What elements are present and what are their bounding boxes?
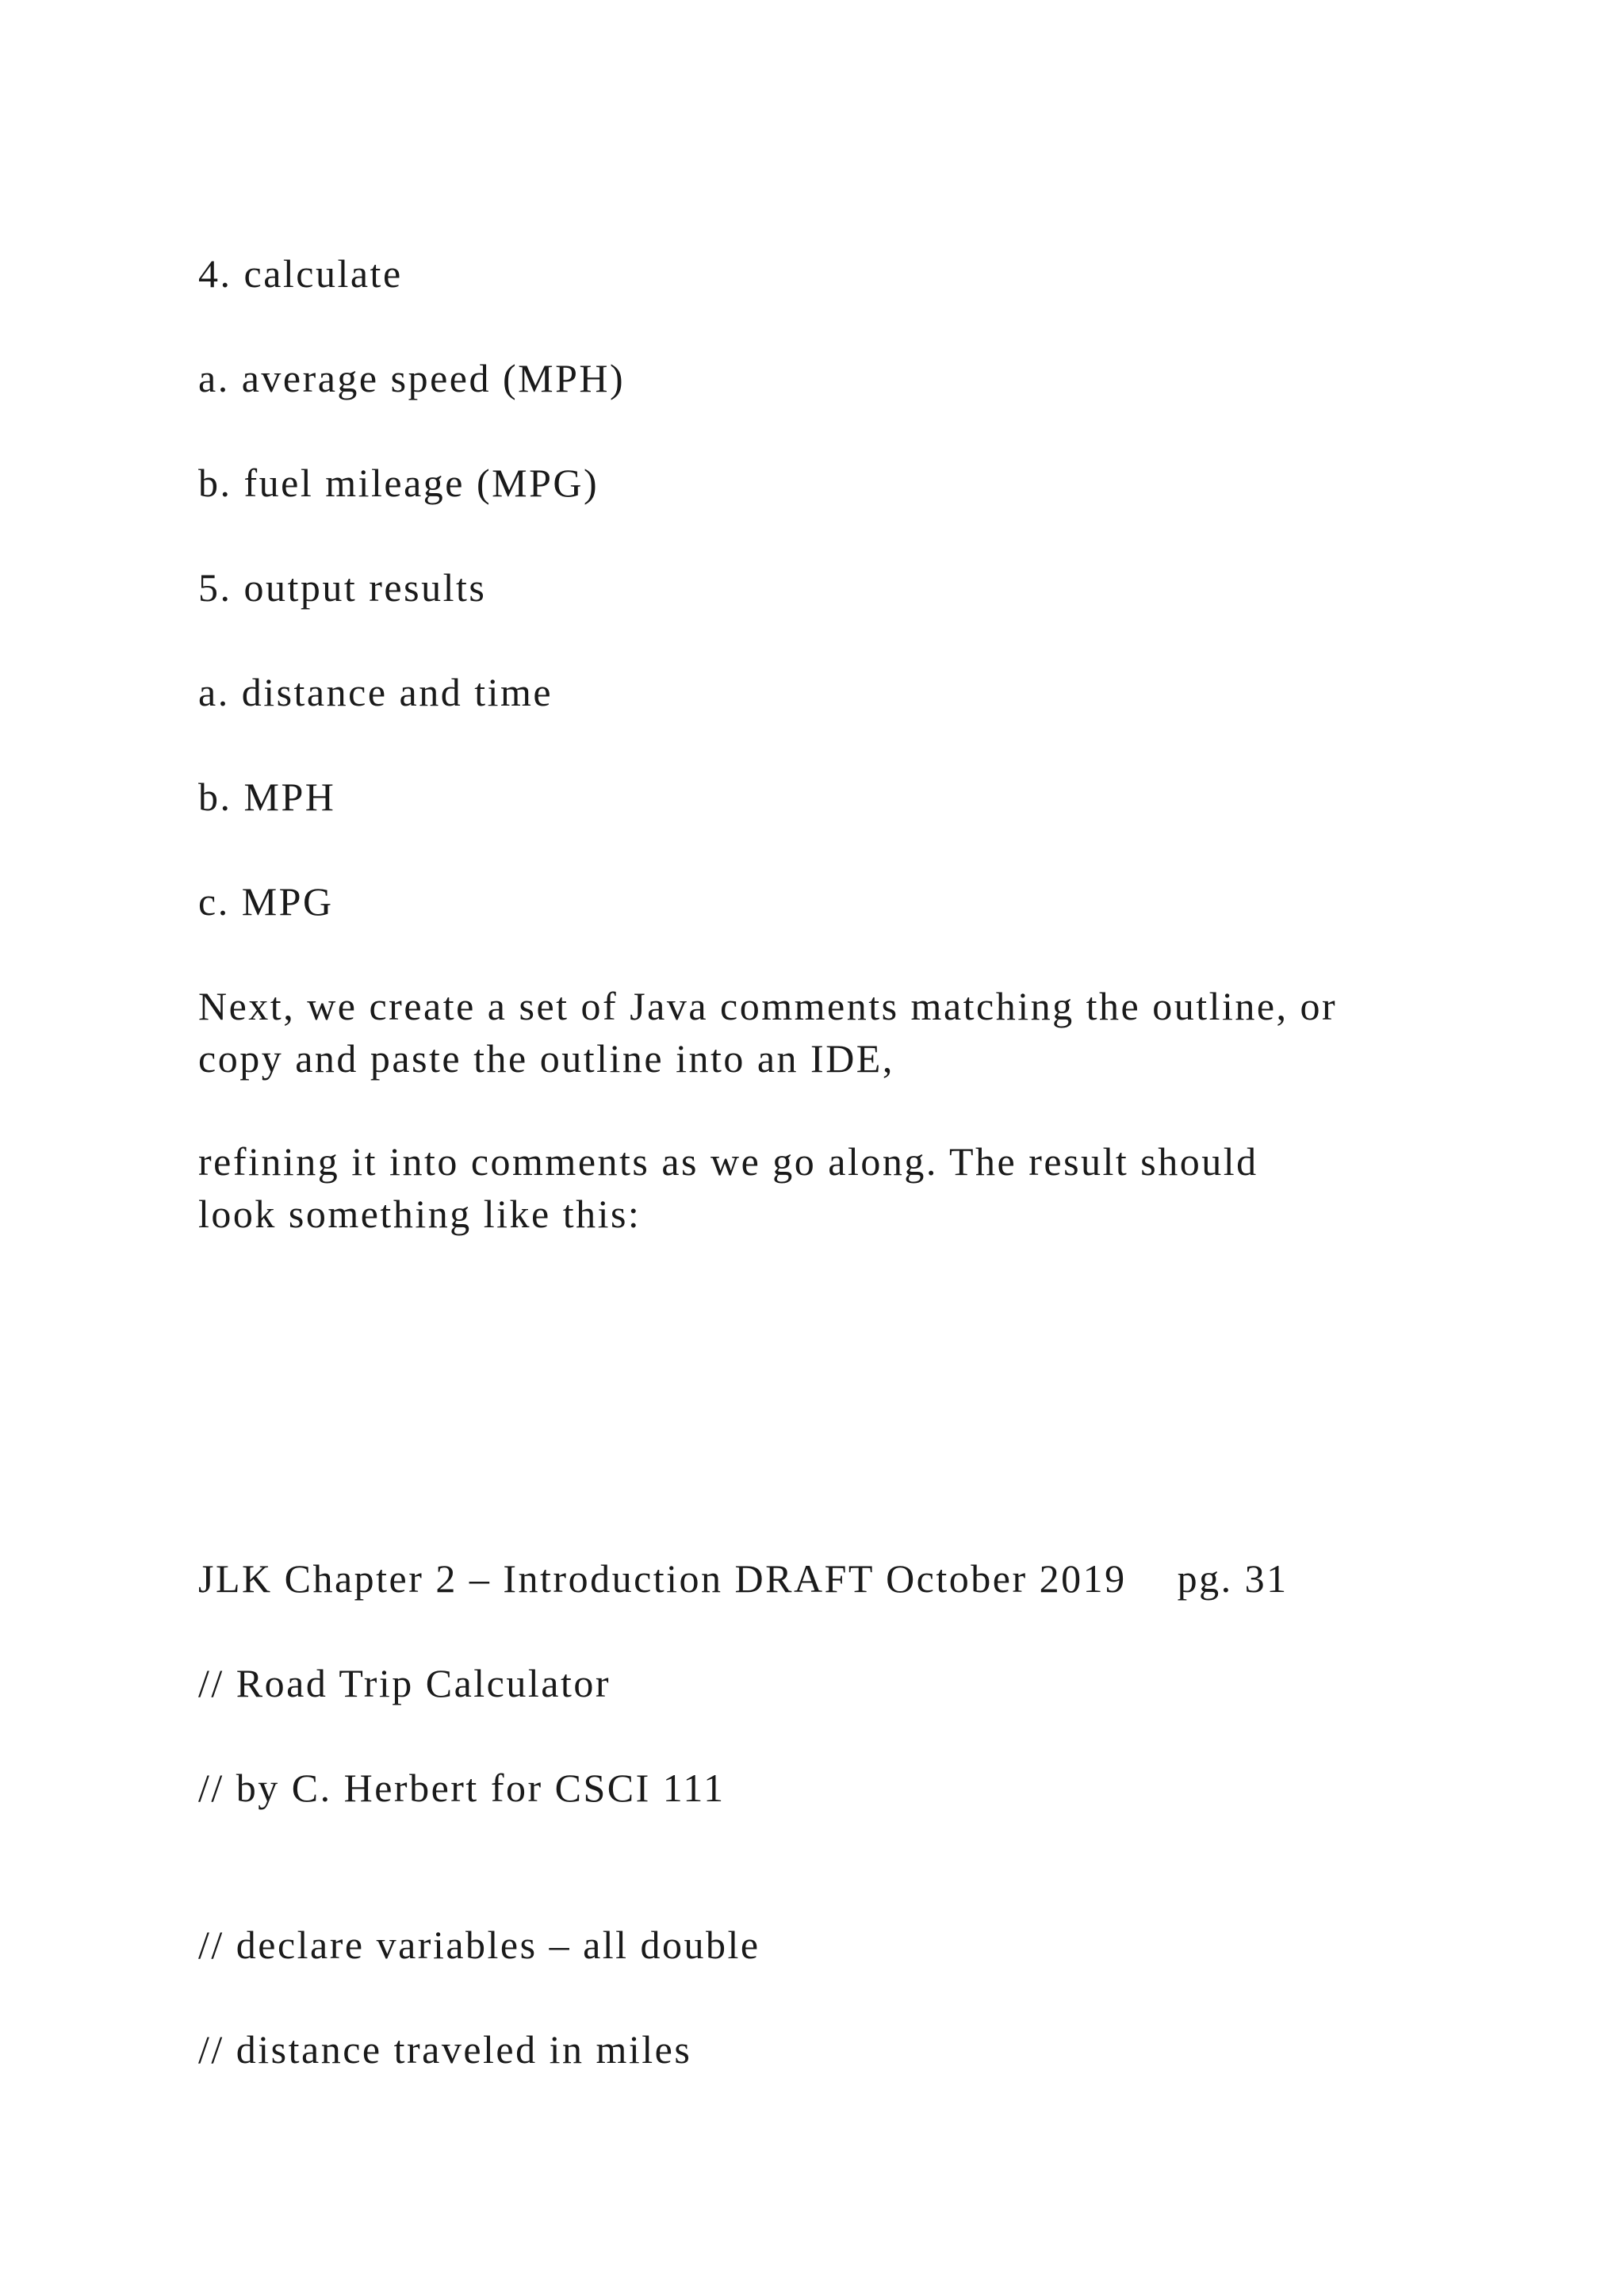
paragraph-line: look something like this: <box>198 1192 642 1236</box>
paragraph-line: copy and paste the outline into an IDE, <box>198 1036 894 1081</box>
code-comment-declare: // declare variables – all double <box>198 1923 760 1967</box>
outline-item-fuel-mileage: b. fuel mileage (MPG) <box>198 461 599 505</box>
paragraph-line: refining it into comments as we go along. The result should <box>198 1139 1258 1184</box>
footer-text: JLK Chapter 2 – Introduction DRAFT October 2019 <box>198 1556 1127 1601</box>
outline-item-calculate: 4. calculate <box>198 251 403 296</box>
code-comment-title: // Road Trip Calculator <box>198 1661 611 1705</box>
code-comment-author: // by C. Herbert for CSCI 111 <box>198 1766 726 1810</box>
paragraph-refining <box>198 1135 1467 1240</box>
page-number: pg. 31 <box>1177 1556 1289 1601</box>
outline-item-mph: b. MPH <box>198 775 336 819</box>
paragraph-java-comments <box>198 980 1467 1085</box>
outline-item-distance-time: a. distance and time <box>198 670 553 714</box>
outline-item-output-results: 5. output results <box>198 565 487 610</box>
code-comment-distance: // distance traveled in miles <box>198 2027 692 2072</box>
page-footer <box>198 1552 1289 1605</box>
paragraph-line: Next, we create a set of Java comments matching the outline, or <box>198 984 1338 1028</box>
outline-item-average-speed: a. average speed (MPH) <box>198 356 626 400</box>
outline-item-mpg: c. MPG <box>198 879 334 924</box>
